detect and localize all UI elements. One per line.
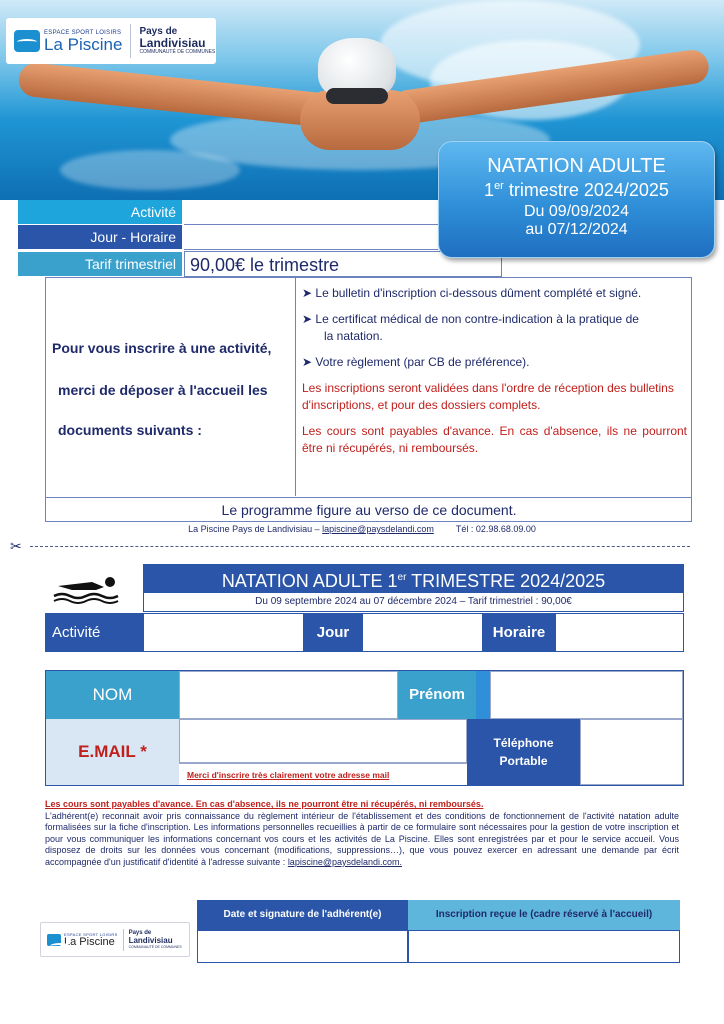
form-email-label: E.MAIL * [46, 719, 179, 785]
legal-mention [45, 799, 679, 869]
prenom-label-accent [476, 671, 490, 719]
form-prenom-input[interactable] [490, 671, 683, 719]
form-nom-label: NOM [46, 671, 179, 719]
jour-horaire-label: Jour - Horaire [18, 225, 182, 249]
contact-email[interactable]: lapiscine@paysdelandi.com [322, 524, 434, 534]
tarif-label: Tarif trimestriel [18, 252, 182, 276]
contact-name: La Piscine Pays de Landivisiau – [188, 524, 323, 534]
activite-label: Activité [18, 200, 182, 224]
mention-email[interactable]: lapiscine@paysdelandi.com. [287, 856, 403, 867]
list-item: ➤ Le bulletin d'inscription ci-dessous dûment complété et signé. [302, 286, 642, 300]
logo-espace-text: ESPACE SPORT LOISIRS [44, 29, 122, 36]
form-telephone-input[interactable] [580, 719, 683, 785]
piscine-landivisiau-logo-small [40, 922, 190, 957]
logo-piscine-text: La Piscine [64, 935, 115, 948]
course-title-box [438, 141, 715, 258]
swimmer-icon [52, 574, 122, 604]
mention-body: L'adhérent(e) reconnait avoir pris connaissance du règlement intérieur de l'établissement et des conditions de fonctionnement de l'activité natation adulte formalisées sur la fiche d'inscription. Les informations personnelles recueillies à partir de ce formulaire sont nécessaires pour la gestion de votre inscription et pour vous communiquer les informations concernant vos cours et les activités de La Piscine. Elles sont enregistrées par et pour le service accueil. Vous disposez de droits sur les données vous concernant (modifications, suppressions…), que vous pouvez exercer en adressant une demande par écrit accompagnée d'un justificatif d'identité à l'adresse suivante : [45, 810, 679, 867]
title-line2: 1er trimestre 2024/2025 [484, 180, 669, 200]
form-jour-input[interactable] [362, 613, 483, 652]
logo-pays-text: Pays de [139, 26, 178, 37]
form-subtitle: Du 09 septembre 2024 au 07 décembre 2024 – Tarif trimestriel : 90,00€ [143, 592, 684, 612]
reception-header: Inscription reçue le (cadre réservé à l'accueil) [408, 900, 680, 930]
signature-header: Date et signature de l'adhérent(e) [197, 900, 408, 930]
wave-icon [47, 934, 61, 946]
instructions-line2: merci de déposer à l'accueil les [58, 382, 268, 398]
logo-pays-text: Pays de [128, 930, 152, 936]
list-item: ➤ Votre règlement (par CB de préférence). [302, 355, 530, 369]
form-activite-label: Activité [45, 613, 143, 652]
form-nom-input[interactable] [179, 671, 398, 719]
title-line3: Du 09/09/2024 [524, 203, 629, 220]
contact-line [0, 524, 724, 534]
activite-value[interactable] [184, 200, 438, 225]
payment-note: Les cours sont payables d'avance. En cas d'absence, ils ne pourront être ni récupérés, ni remboursés. [302, 424, 687, 455]
reception-field [408, 930, 680, 963]
wave-icon [14, 30, 40, 52]
form-jour-label: Jour [304, 613, 362, 652]
email-note: Merci d'inscrire très clairement votre adresse mail [179, 763, 467, 785]
mention-payment: Les cours sont payables d'avance. En cas d'absence, ils ne pourront être ni récupérés, ni remboursés. [45, 799, 484, 809]
piscine-landivisiau-logo [6, 18, 216, 64]
logo-cc-text: COMMUNAUTÉ DE COMMUNES [139, 49, 216, 55]
form-activite-input[interactable] [143, 613, 304, 652]
validation-note: Les inscriptions seront validées dans l'ordre de réception des bulletins d'inscriptions, et pour des dossiers complets. [302, 381, 674, 412]
form-horaire-label: Horaire [483, 613, 555, 652]
scissors-icon: ✂ [10, 538, 22, 554]
list-item-continued: la natation. [324, 329, 383, 343]
arrow-icon: ➤ [302, 355, 316, 369]
arrow-icon: ➤ [302, 312, 316, 326]
logo-espace-text: ESPACE SPORT LOISIRS [64, 931, 118, 937]
cut-line [30, 546, 690, 547]
signature-field[interactable] [197, 930, 408, 963]
tarif-value: 90,00€ le trimestre [184, 251, 502, 277]
title-line4: au 07/12/2024 [525, 221, 628, 238]
form-horaire-input[interactable] [555, 613, 684, 652]
form-prenom-label: Prénom [398, 671, 476, 719]
jour-horaire-value[interactable] [184, 225, 438, 250]
contact-phone: Tél : 02.98.68.09.00 [455, 524, 536, 534]
logo-piscine-text: La Piscine [44, 34, 123, 54]
logo-landivisiau-text: Landivisiau [139, 36, 206, 50]
logo-landivisiau-text: Landivisiau [128, 936, 173, 945]
documents-list [302, 285, 687, 457]
documents-instructions [46, 278, 296, 496]
form-telephone-label: Téléphone Portable [467, 719, 580, 785]
form-email-input[interactable] [179, 719, 467, 763]
title-line1: NATATION ADULTE [487, 155, 666, 177]
instructions-line3: documents suivants : [58, 422, 202, 438]
arrow-icon: ➤ [302, 286, 316, 300]
instructions-line1: Pour vous inscrire à une activité, [52, 340, 272, 356]
form-title: NATATION ADULTE 1er TRIMESTRE 2024/2025 [143, 564, 684, 592]
list-item: ➤ Le certificat médical de non contre-indication à la pratique de [302, 312, 639, 326]
logo-cc-text: COMMUNAUTÉ DE COMMUNES [128, 945, 182, 949]
programme-note: Le programme figure au verso de ce document. [46, 497, 692, 521]
